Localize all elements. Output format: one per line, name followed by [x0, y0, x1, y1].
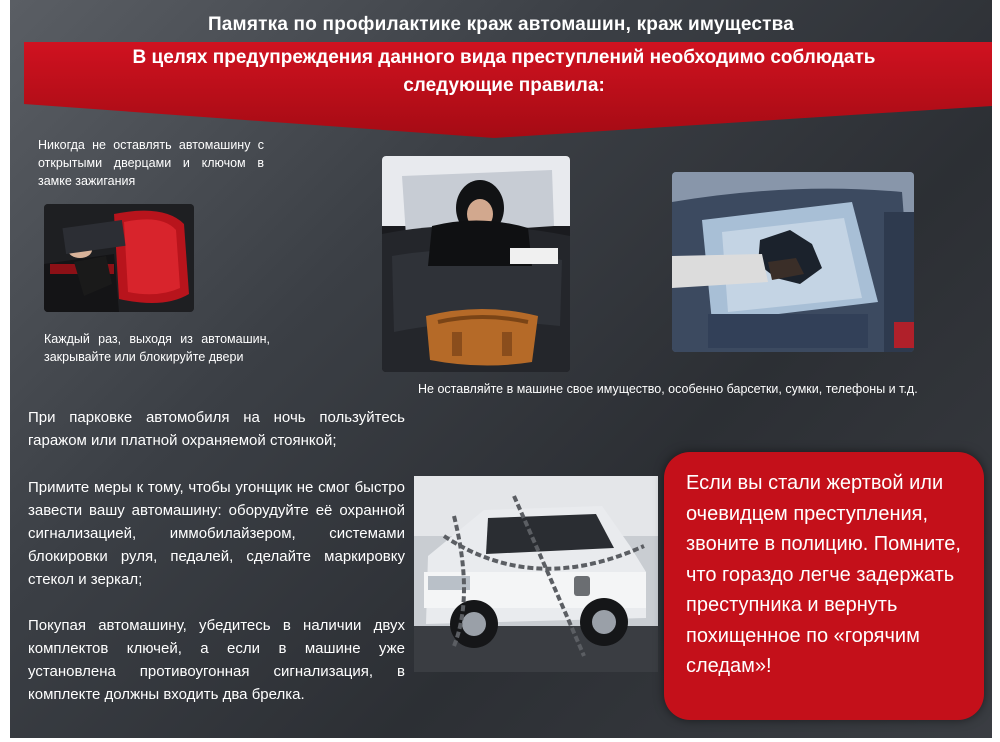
poster-title: Памятка по профилактике краж автомашин, краж имущества	[207, 14, 795, 35]
tip-parking: При парковке автомобиля на ночь пользуйтесь гаражом или платной охраняемой стоянкой;	[28, 409, 405, 449]
tip-purchase: Покупая автомашину, убедитесь в наличии двух комплектов ключей, а если в машине уже установлена противоугонная сигнализация, в комплекте должны входить два брелка.	[28, 617, 405, 703]
tip-measures: Примите меры к тому, чтобы угонщик не смог быстро завести вашу автомашину: оборудуйте её охранной сигнализацией, иммобилайзером, системами блокировки руля, педалей, сделайте маркировку стекол и зеркал;	[28, 479, 405, 588]
poster-subtitle	[50, 44, 958, 100]
tip-lock-doors: Каждый раз, выходя из автомашин, закрывайте или блокируйте двери	[44, 332, 270, 364]
tip-belongings: Не оставляйте в машине свое имущество, особенно барсетки, сумки, телефоны и т.д.	[418, 382, 918, 396]
tip-keys-in-ignition: Никогда не оставлять автомашину с открытыми дверцами и ключом в замке зажигания	[38, 138, 264, 188]
photo-chained-car	[414, 476, 658, 672]
photo-broken-window	[672, 172, 914, 352]
subtitle-line-1: В целях предупреждения данного вида преступлений необходимо соблюдать	[132, 47, 876, 68]
police-callout	[664, 452, 984, 720]
photo-thief-bag	[382, 156, 570, 372]
police-callout-text: Если вы стали жертвой или очевидцем преступления, звоните в полицию. Помните, что гораздо легче задержать преступника и вернуть похищенное по «горячим следам»!	[686, 472, 961, 677]
poster	[10, 0, 992, 738]
photo-car-interior	[44, 204, 194, 312]
subtitle-line-2: следующие правила:	[403, 75, 605, 96]
